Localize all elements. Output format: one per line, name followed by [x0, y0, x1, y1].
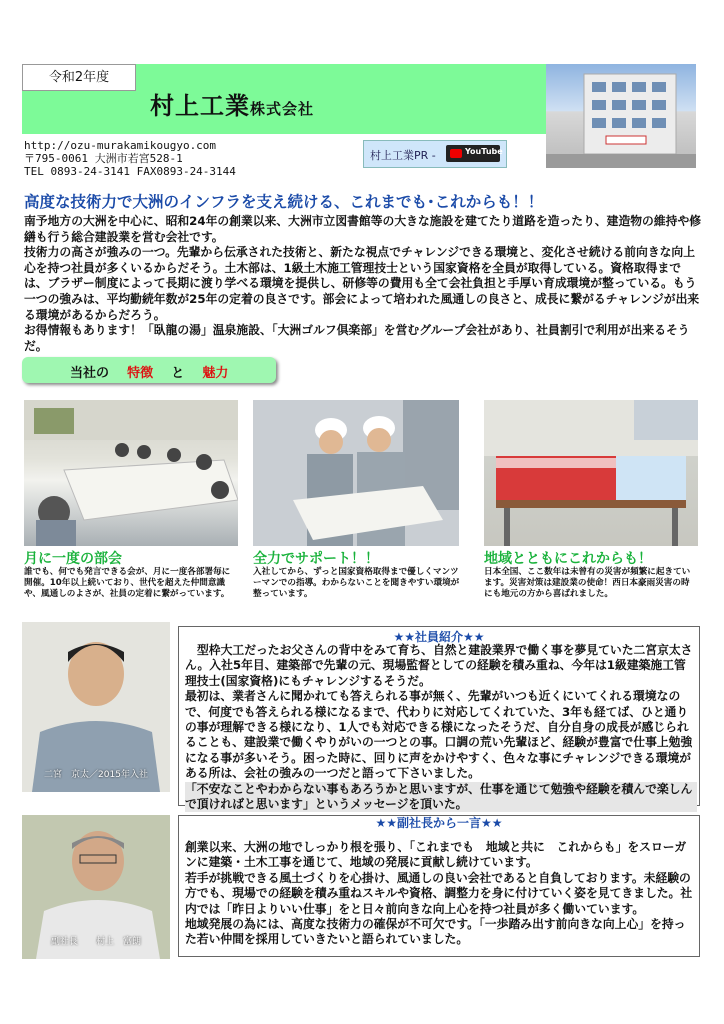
vice-president-paragraph: 創業以来、大洲の地でしっかり根を張り、「これまでも 地域と共に これからも」をスローガンに建築・土木工事を通じて、地域の発展に貢献し続けています。: [185, 840, 687, 870]
address: 〒795-0061 大洲市若宮528-1: [24, 152, 183, 165]
feature-3-title: 地域とともにこれからも！: [484, 551, 652, 567]
employee-text: [185, 643, 697, 812]
employee-paragraph: 型枠大工だったお父さんの背中をみて育ち、自然と建設業界で働く事を夢見ていた二宮京太さん。入社5年目、建築部で先輩の元、現場監督としての経験を積み重ね、今年は1級建築施工管理技士(国家資格)にもチャレンジするそうだ。: [185, 643, 693, 688]
disaster-supplies-photo: [484, 400, 698, 546]
features-heading: [22, 357, 276, 383]
pr-label: 村上工業PR -: [370, 149, 436, 162]
intro-paragraph: お得情報もあります！「臥龍の湯」温泉施設、「大洲ゴルフ倶楽部」を営むグループ会社があり、社員割引で利用が出来るそうだ。: [24, 323, 690, 353]
features-and: と: [171, 366, 185, 381]
employee-section: [178, 626, 700, 812]
intro-text: [24, 214, 704, 354]
supplies-illustration: [484, 400, 698, 546]
meeting-photo: [24, 400, 238, 546]
meeting-illustration: [24, 400, 238, 546]
company-building-photo: [546, 64, 696, 168]
features-word-2: 魅力: [202, 366, 229, 381]
employee-paragraph: 最初は、業者さんに聞かれても答えられる事が無く、先輩がいつも近くにいてくれる環境なので、何度でも答えられる様になるまで、代わりに対応してくれていた、3年も経てば、ひと通りの事が理解できる様になり、1人でも対応できる様になったそうだ、自分自身の成長が感じられることも、建設業で働くやりがいの一つとの事。口調の荒い先輩ほど、経験が豊富で仕事上勉強になる事が多いそう。困った時に、回りに声をかけやすく、色々な事にチャレンジできる環境がある所は、会社の強みの一つだと語って下さいました。: [185, 689, 693, 781]
features-prefix: 当社の: [70, 366, 110, 381]
company-name-main: 村上工業: [150, 92, 250, 120]
employee-section-title: ★★社員紹介★★: [393, 630, 485, 644]
year-label: 令和2年度: [22, 64, 136, 91]
vice-president-section-title: ★★副社長から一言★★: [375, 816, 503, 830]
features-heading-text: [70, 362, 228, 381]
feature-2-body: 入社してから、ずっと国家資格取得まで優しくマンツーマンでの指導。わからないことを聞きやすい環境が整っています。: [253, 567, 460, 599]
employee-caption: 二宮 京太／2015年入社: [44, 770, 148, 780]
feature-2-title: 全力でサポート！！: [253, 551, 379, 567]
building-illustration: [546, 64, 696, 168]
intro-paragraph: 技術力の高さが強みの一つ。先輩から伝承された技術と、新たな視点でチャレンジできる環境と、変化させ続ける前向きな向上心を持つ社員が多くいるからだそう。土木部は、1級土木施工管理技士という国家資格を全員が取得している。資格取得までは、ブラザー制度によって長期に渡り学べる環境を提供し、研修等の費用も全て会社負担と手厚い育成環境が整っている。もう一つの強みは、平均勤続年数が25年の定着の良さです。部会によって培われた風通しの良さと、成長に繋がるチャレンジが出来る環境があるからだろう。: [24, 245, 700, 322]
headline: 高度な技術力で大洲のインフラを支え続ける、これまでも･これからも！！: [24, 193, 544, 211]
company-name: [150, 86, 314, 121]
intro-paragraph: 南予地方の大洲を中心に、昭和24年の創業以来、大洲市立図書館等の大きな施設を建てたり道路を造ったり、建造物の維持や修繕も行う総合建設業を営む会社です。: [24, 214, 702, 244]
pr-video-link[interactable]: [363, 140, 507, 168]
support-photo: [253, 400, 459, 546]
employee-photo: [22, 622, 170, 792]
feature-3-body: 日本全国、ここ数年は未曾有の災害が頻繁に起きています。災害対策は建設業の使命！西日本豪雨災害の時にも地元の方から喜ばれました。: [484, 567, 691, 599]
feature-1-title: 月に一度の部会: [24, 551, 122, 567]
contact-info: [24, 139, 236, 178]
vice-president-photo: [22, 815, 170, 959]
feature-1-body: 誰でも、何でも発言できる会が、月に一度各部署毎に開催。10年以上続いており、世代を超えた仲間意識や、風通しのよさが、社員の定着に繋がっています。: [24, 567, 231, 599]
youtube-play-icon: [450, 149, 462, 158]
employee-message: 「不安なことやわからない事もあろうかと思いますが、仕事を通じて勉強や経験を積んで楽しんで頂ければと思います」というメッセージを頂いた。: [185, 782, 697, 813]
vice-president-section: [178, 815, 700, 957]
vice-president-caption: 副社長 村上 富朗: [50, 937, 141, 947]
features-word-1: 特徴: [127, 366, 154, 381]
company-name-suffix: 株式会社: [250, 100, 315, 118]
vice-president-paragraph: 若手が挑戦できる風土づくりを心掛け、風通しの良い会社であると自負しております。未経験の方でも、現場での経験を積み重ねスキルや資格、調整力を身に付けていく姿を見てきました。社内では「昨日よりいい仕事」をと日々前向きな向上心を持つ社員が多く働いています。: [185, 870, 693, 916]
youtube-badge[interactable]: [446, 145, 503, 162]
phone-fax: TEL 0893-24-3141 FAX0893-24-3144: [24, 165, 236, 178]
website-url[interactable]: http://ozu-murakamikougyo.com: [24, 139, 217, 152]
youtube-label: YouTube: [465, 147, 503, 156]
support-illustration: [253, 400, 459, 546]
vice-president-paragraph: 地域発展の為には、高度な技術力の確保が不可欠です。「一歩踏み出す前向きな向上心」を持った若い仲間を採用していきたいと語られていました。: [185, 917, 686, 947]
vice-president-text: [185, 840, 697, 948]
